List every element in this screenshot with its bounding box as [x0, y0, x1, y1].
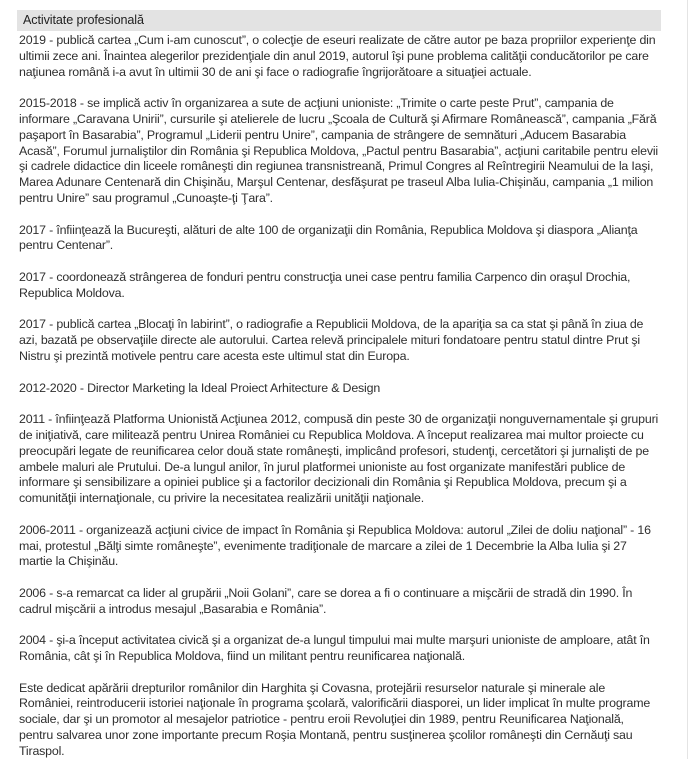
- activity-entry-2011: 2011 - înfiinţează Platforma Unionistă Acţiunea 2012, compusă din peste 30 de organizaţii nonguvernamentale şi grupuri de iniţiativă, care militează pentru Unirea României cu Republica Moldova. A început realizarea mai multor proiecte cu preocupări legate de reunificarea celor două state româneşti, implicând profesori, studenţi, cercetători şi jurnalişti de pe ambele maluri ale Prutului. De-a lungul anilor, în jurul platformei unioniste au fost organizate manifestări publice de informare şi sensibilizare a opiniei publice şi a factorilor decizionali din România şi Republica Moldova, precum şi a comunităţii internaţionale, cu privire la necesitatea realizării unităţii naţionale.: [19, 412, 659, 506]
- activity-entry-2006: 2006 - s-a remarcat ca lider al grupării „Noii Golani”, care se dorea a fi o continuare a mişcării de stradă din 1990. În cadrul mişcării a introdus mesajul „Basarabia e România”.: [19, 585, 633, 616]
- activity-entry-2004: 2004 - şi-a început activitatea civică şi a organizat de-a lungul timpului mai multe marşuri unioniste de amploare, atât în România, cât şi în Republica Moldova, fiind un militant pentru reunificarea naţională.: [19, 633, 650, 664]
- activity-entry-dedication: Este dedicat apărării drepturilor românilor din Harghita şi Covasna, protejării resurselor naturale şi minerale ale României, reintroducerii istoriei naţionale în programa şcolară, valorificării diasporei, un lider implicat în multe programe sociale, dar şi un promotor al mesajelor patriotice - pentru eroii Revoluţiei din 1989, pentru Reunificarea Naţională, pentru salvarea unor zone importante precum Roşia Montană, pentru susţinerea şcolilor româneşti din Cernăuţi sau Tiraspol.: [19, 680, 651, 758]
- section-content: [17, 31, 661, 760]
- section-title: Activitate profesională: [17, 10, 661, 31]
- activity-entry-2006-2011: 2006-2011 - organizează acţiuni civice de impact în România şi Republica Moldova: autorul „Zilei de doliu naţional” - 16 mai, protestul „Bălţi simte româneşte”, evenimente tradiţionale de marcare a zilei de 1 Decembrie la Alba Iulia şi 27 martie la Chişinău.: [19, 522, 651, 569]
- activity-entry-2012-2020: 2012-2020 - Director Marketing la Ideal Proiect Arhitecture & Design: [19, 380, 381, 395]
- activity-entry-2017-book: 2017 - publică cartea „Blocaţi în labirint”, o radiografie a Republicii Moldova, de la apariţia sa ca stat şi până în ziua de azi, bazată pe observaţiile directe ale autorului. Cartea relevă principalele mituri fondatoare pentru statul dintre Prut şi Nistru şi prezintă motivele pentru care acesta este ultimul stat din Europa.: [19, 317, 644, 363]
- activity-entry-2019: 2019 - publică cartea „Cum i-am cunoscut”, o colecţie de eseuri realizate de către autor pe baza propriilor experienţe din ultimii zece ani. Înaintea alegerilor prezidenţiale din anul 2019, autorul îşi pune problema calităţii conducătorilor pe care naţiunea română i-a avut în ultimii 30 de ani şi face o radiografie îngrijorătoare a situaţiei actuale.: [19, 33, 656, 79]
- activity-entry-2017-alliance: 2017 - înfiinţează la Bucureşti, alături de alte 100 de organizaţii din România, Republica Moldova şi diaspora „Alianţa pentru Centenar”.: [19, 222, 638, 253]
- professional-activity-section: [17, 10, 661, 775]
- activity-entry-2017-fundraising: 2017 - coordonează strângerea de fonduri pentru construcţia unei case pentru familia Carpenco din oraşul Drochia, Republica Moldova.: [19, 269, 631, 300]
- page-right-border: [687, 0, 688, 759]
- activity-entry-2015-2018: 2015-2018 - se implică activ în organizarea a sute de acţiuni unioniste: „Trimite o carte peste Prut”, campania de informare „Caravana Unirii”, cursurile şi atelierele de lucru „Şcoala de Cultură şi Afirmare Românească”, campania „Fără paşaport în Basarabia”, Programul „Liderii pentru Unire”, campania de strângere de semnături „Aducem Basarabia Acasă”, Forumul jurnaliştilor din România şi Republica Moldova, „Pactul pentru Basarabia”, acţiuni caritabile pentru elevii şi cadrele didactice din liceele româneşti din regiunea transnistreană, Primul Congres al Reîntregirii Neamului de la Iaşi, Marea Adunare Centenară din Chişinău, Marşul Centenar, desfăşurat pe traseul Alba Iulia-Chişinău, campania „1 milion pentru Unire” sau programul „Cunoaşte-ţi Ţara”.: [19, 96, 659, 205]
